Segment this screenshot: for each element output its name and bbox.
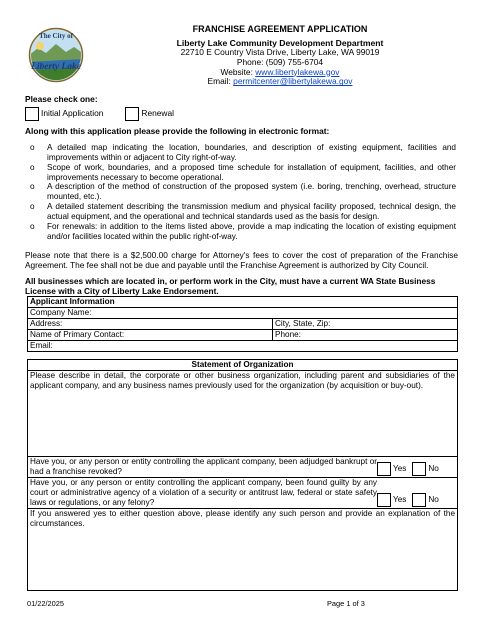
- fee-note: Please note that there is a $2,500.00 charge for Attorney's fees to cover the cost of preparation of the Franchise Agreement. The fee shall not be due and payable until the Franchise Agreement is authorized by City Council.: [25, 250, 458, 271]
- explanation-field[interactable]: [28, 509, 458, 591]
- address-field[interactable]: Address:: [28, 319, 273, 330]
- email-link[interactable]: permitcenter@libertylakewa.gov: [233, 76, 353, 87]
- initial-application-checkbox[interactable]: [25, 107, 39, 121]
- requirement-text: Scope of work, boundaries, and a proposed time schedule for installation of equipment, facilities, and other improvements necessary to become operational.: [47, 162, 456, 182]
- logo-top-text: The City of: [39, 32, 73, 40]
- city-logo-seal: [28, 26, 84, 84]
- email-label: Email:: [207, 76, 234, 87]
- initial-application-label: Initial Application: [41, 107, 104, 118]
- organization-description-prompt: Please describe in detail, the corporate or other business organization, including parent and subsidiaries of the applicant company, and any business names previously used for the organization (by acquisition or buy-out).: [30, 371, 455, 390]
- city-logo: [28, 26, 84, 84]
- company-name-field[interactable]: Company Name:: [28, 308, 458, 319]
- violation-question: Have you, or any person or entity controlling the applicant company, been found guilty by any court or administrative agency of a violation of a security or antitrust law, federal or state safety laws or regulations, or any felony?: [30, 478, 377, 507]
- page-header: [100, 24, 460, 87]
- requirement-text: A description of the method of construction of the proposed system (i.e. boring, trenching, overhead, structure mounted, etc.).: [47, 182, 456, 202]
- statement-heading: Statement of Organization: [28, 360, 458, 371]
- requirements-list: [30, 143, 456, 241]
- requirement-text: For renewals: in addition to the items listed above, provide a map indicating the location of existing equipment and/or facilities located within the public right-of-way.: [47, 221, 456, 241]
- business-license-notice: All businesses which are located in, or perform work in the City, must have a current WA State Business License with a City of Liberty Lake Endorsement.: [25, 276, 436, 297]
- department-email: [100, 77, 460, 87]
- violation-question-row: [28, 478, 458, 509]
- department-phone: Phone: (509) 755-6704: [236, 56, 324, 67]
- bankruptcy-question-row: [28, 457, 458, 478]
- requirement-text: A detailed map indicating the location, boundaries, and description of existing equipment, facilities and improvements within or adjacent to City right-of-way.: [47, 143, 456, 162]
- website-label: Website:: [220, 66, 256, 77]
- page-number: Page 1 of 3: [327, 599, 365, 608]
- bullet-icon: o: [30, 162, 35, 172]
- email-field[interactable]: Email:: [28, 341, 458, 352]
- bankruptcy-yes-checkbox[interactable]: [377, 462, 391, 476]
- requirements-intro: Along with this application please provide the following in electronic format:: [25, 126, 330, 136]
- violation-answer: [377, 493, 455, 508]
- city-state-zip-field[interactable]: City, State, Zip:: [273, 319, 458, 330]
- requirement-item: [30, 163, 456, 183]
- logo-name-text: Liberty Lake: [31, 62, 81, 72]
- requirement-item: [30, 182, 456, 202]
- no-label: No: [428, 495, 439, 504]
- bullet-icon: o: [30, 221, 35, 231]
- bankruptcy-answer: [377, 462, 455, 477]
- application-type-options: [25, 107, 196, 121]
- website-link[interactable]: www.libertylakewa.gov: [255, 66, 340, 77]
- requirement-text: A detailed statement describing the transmission medium and physical facility proposed, technical design, the actual equipment, and the operational and technical standards used as the basis for design.: [47, 202, 456, 221]
- department-address: 22710 E Country Vista Drive, Liberty Lake, WA 99019: [180, 46, 380, 57]
- department-name: Liberty Lake Community Development Department: [176, 37, 384, 48]
- requirement-item: [30, 143, 456, 163]
- renewal-checkbox[interactable]: [125, 107, 139, 121]
- bullet-icon: o: [30, 143, 35, 152]
- bullet-icon: o: [30, 202, 35, 212]
- phone-field[interactable]: Phone:: [273, 330, 458, 341]
- revision-date: 01/22/2025: [27, 599, 64, 608]
- primary-contact-field[interactable]: Name of Primary Contact:: [28, 330, 273, 341]
- applicant-heading: Applicant Information: [28, 297, 458, 308]
- yes-label: Yes: [393, 464, 407, 473]
- bankruptcy-no-checkbox[interactable]: [412, 462, 426, 476]
- requirement-item: [30, 202, 456, 222]
- form-title: FRANCHISE AGREEMENT APPLICATION: [192, 24, 368, 34]
- violation-yes-checkbox[interactable]: [377, 493, 391, 507]
- application-type: [25, 95, 196, 121]
- bankruptcy-question: Have you, or any person or entity controlling the applicant company, been adjudged bankrupt or had a franchise revoked?: [30, 457, 377, 476]
- explanation-prompt: If you answered yes to either question above, please identify any such person and provide an explanation of the circumstances.: [30, 509, 455, 528]
- renewal-label: Renewal: [141, 107, 174, 118]
- violation-no-checkbox[interactable]: [412, 493, 426, 507]
- application-type-title: Please check one:: [25, 94, 98, 104]
- applicant-information-table: [27, 296, 458, 352]
- yes-label: Yes: [393, 495, 407, 504]
- organization-description-field[interactable]: [28, 371, 458, 457]
- requirement-item: [30, 222, 456, 242]
- statement-of-organization-table: [27, 359, 458, 591]
- bullet-icon: o: [30, 182, 35, 192]
- no-label: No: [428, 464, 439, 473]
